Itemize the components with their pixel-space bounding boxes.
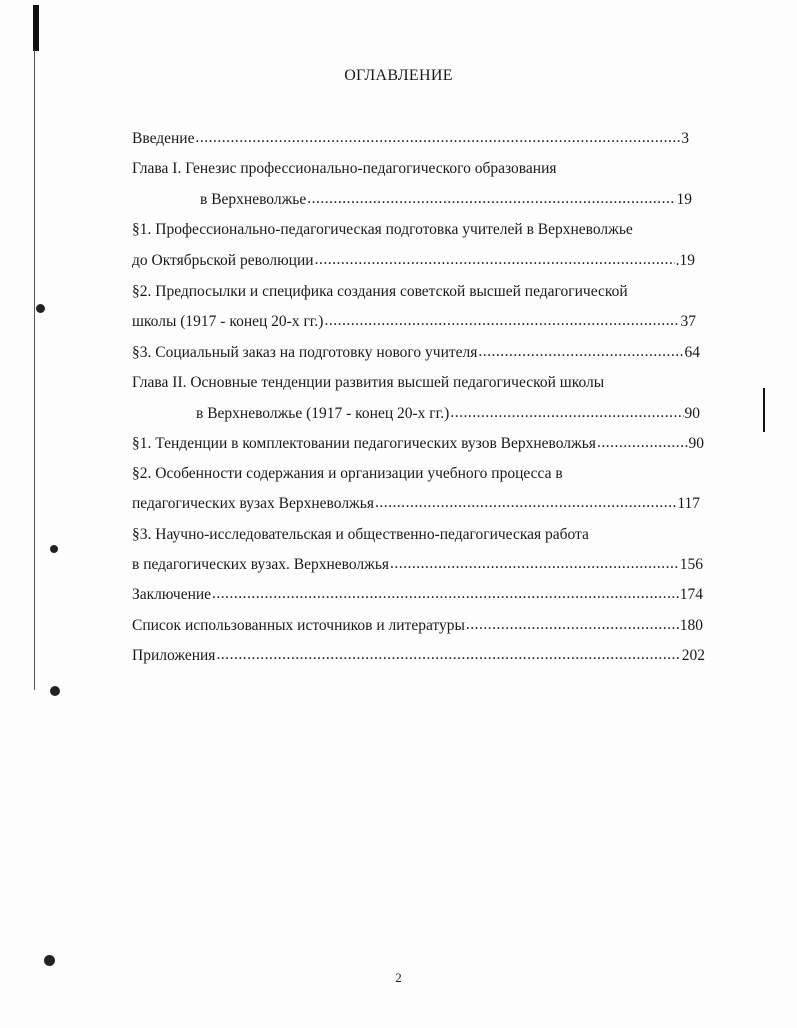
toc-entry-text: до Октябрьской революции	[132, 252, 314, 269]
toc-leader-dots	[466, 616, 679, 634]
toc-entry-page: 90	[684, 405, 700, 422]
toc-leader-dots	[478, 343, 683, 361]
toc-entry-text: педагогических вузах Верхневолжья	[132, 495, 374, 512]
scan-artifact-line	[34, 50, 35, 690]
toc-entry-conclusion	[132, 586, 703, 604]
toc-leader-dots	[450, 404, 683, 422]
toc-entry-text: Приложения	[132, 647, 216, 664]
scan-artifact-bar	[33, 5, 39, 51]
toc-entry-page: 37	[680, 313, 696, 330]
toc-entry-text: §1. Тенденции в комплектовании педагогических вузов Верхневолжья	[132, 435, 596, 452]
toc-entry-ch1-s3	[132, 344, 700, 362]
toc-entry-text: Заключение	[132, 586, 212, 603]
toc-entry-chapter2-line1: Глава II. Основные тенденции развития высшей педагогической школы	[132, 374, 605, 391]
scan-artifact-dot	[50, 686, 60, 696]
page-title: ОГЛАВЛЕНИЕ	[344, 67, 453, 84]
toc-entry-ch2-s2-line1: §2. Особенности содержания и организации учебного процесса в	[132, 465, 563, 482]
toc-leader-dots	[324, 312, 679, 330]
toc-leader-dots	[216, 646, 680, 664]
page-number: 2	[395, 970, 402, 985]
toc-entry-ch2-s2-line2	[132, 495, 700, 513]
toc-entry-ch1-s2-line2	[132, 313, 696, 331]
toc-entry-text: Список использованных источников и литературы	[132, 617, 465, 634]
scan-artifact-dot	[50, 545, 58, 553]
toc-entry-chapter1-line2	[200, 191, 692, 209]
toc-entry-ch1-s1-line2	[132, 252, 695, 270]
toc-entry-ch2-s3-line1: §3. Научно-исследовательская и общественно-педагогическая работа	[132, 526, 589, 543]
toc-leader-dots	[597, 434, 688, 452]
toc-entry-ch1-s2-line1: §2. Предпосылки и специфика создания советской высшей педагогической	[132, 283, 628, 300]
toc-entry-intro	[132, 130, 689, 148]
toc-leader-dots	[375, 494, 676, 512]
toc-entry-page: 180	[679, 617, 703, 634]
toc-entry-text: школы (1917 - конец 20-х гг.)	[132, 313, 324, 330]
toc-entry-sources	[132, 617, 703, 635]
scan-artifact-dot	[44, 955, 55, 966]
toc-entry-page: 117	[677, 495, 700, 512]
toc-entry-page: .19	[675, 252, 695, 269]
toc-entry-ch2-s1	[132, 435, 704, 453]
toc-leader-dots	[390, 555, 679, 573]
toc-entry-text: Введение	[132, 130, 195, 147]
toc-entry-page: 3	[681, 130, 689, 147]
toc-entry-appendix	[132, 647, 705, 665]
toc-entry-text: в педагогических вузах. Верхневолжья	[132, 556, 390, 573]
toc-entry-text: §3. Социальный заказ на подготовку нового учителя	[132, 344, 478, 361]
scan-artifact-line	[763, 388, 765, 432]
toc-leader-dots	[195, 129, 680, 147]
toc-entry-text: в Верхневолжье (1917 - конец 20-х гг.)	[196, 405, 450, 422]
toc-entry-page: 19	[676, 191, 692, 208]
toc-entry-chapter1-line1: Глава I. Генезис профессионально-педагогического образования	[132, 160, 557, 177]
toc-entry-ch2-s3-line2	[132, 556, 703, 574]
toc-entry-page: 64	[684, 344, 700, 361]
toc-entry-page: 156	[679, 556, 703, 573]
toc-leader-dots	[307, 190, 675, 208]
toc-leader-dots	[315, 251, 675, 269]
toc-entry-page: 202	[681, 647, 705, 664]
toc-leader-dots	[212, 585, 679, 603]
toc-entry-ch1-s1-line1: §1. Профессионально-педагогическая подготовка учителей в Верхневолжье	[132, 221, 633, 238]
toc-entry-chapter2-line2	[196, 405, 700, 423]
toc-entry-text: в Верхневолжье	[200, 191, 307, 208]
toc-entry-page: 174	[679, 586, 703, 603]
toc-entry-page: 90	[688, 435, 704, 452]
scan-artifact-dot	[36, 304, 45, 313]
